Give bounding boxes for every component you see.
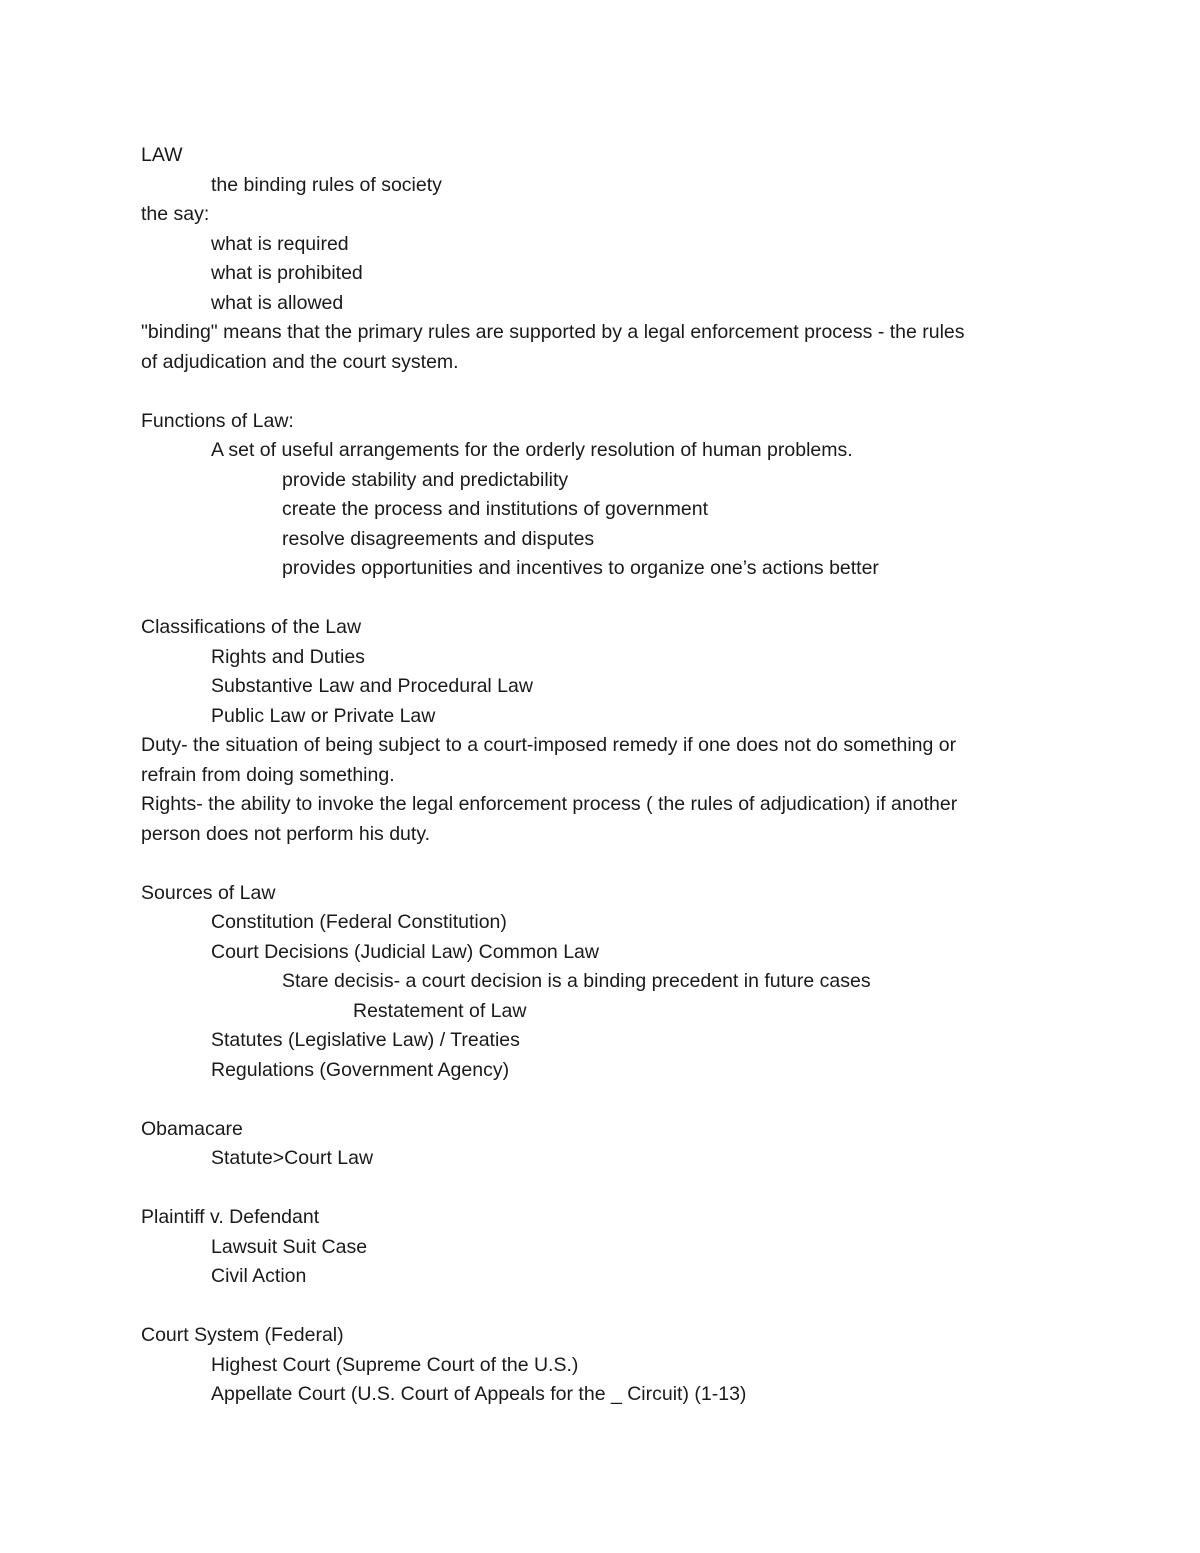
section-heading-functions: Functions of Law: [141, 409, 294, 432]
sources-court-decisions: Court Decisions (Judicial Law) Common Law [211, 940, 599, 963]
blank-line [141, 377, 1061, 407]
section-heading-parties: Plaintiff v. Defendant [141, 1206, 320, 1228]
classifications-item: Public Law or Private Law [211, 704, 436, 727]
duty-definition-line-1: Duty- the situation of being subject to a court-imposed remedy if one does not do something or [141, 734, 957, 756]
blank-line [141, 1085, 1061, 1115]
sources-constitution: Constitution (Federal Constitution) [211, 911, 507, 933]
section-heading-court-system: Court System (Federal) [141, 1324, 344, 1346]
blank-line [141, 1292, 1061, 1322]
section-heading-law: LAW [141, 144, 183, 166]
document-page [141, 141, 1061, 1410]
sources-stare-decisis: Stare decisis- a court decision is a binding precedent in future cases [282, 970, 871, 992]
functions-item: resolve disagreements and disputes [282, 527, 595, 550]
court-system-item: Appellate Court (U.S. Court of Appeals for the _ Circuit) (1-13) [211, 1383, 747, 1405]
sources-statutes: Statutes (Legislative Law) / Treaties [211, 1029, 520, 1051]
functions-intro: A set of useful arrangements for the orderly resolution of human problems. [211, 439, 853, 461]
duty-definition-line-2: refrain from doing something. [141, 763, 395, 786]
functions-item: create the process and institutions of government [282, 498, 708, 520]
section-heading-sources: Sources of Law [141, 881, 276, 904]
law-binding-line-2: of adjudication and the court system. [141, 350, 459, 373]
classifications-item: Substantive Law and Procedural Law [211, 675, 533, 697]
section-heading-obamacare: Obamacare [141, 1117, 243, 1140]
sources-regulations: Regulations (Government Agency) [211, 1058, 510, 1081]
parties-item: Lawsuit Suit Case [211, 1235, 368, 1258]
functions-item: provides opportunities and incentives to organize one’s actions better [282, 557, 879, 579]
blank-line [141, 584, 1061, 614]
law-prohibited: what is prohibited [211, 262, 363, 284]
rights-definition-line-1: Rights- the ability to invoke the legal enforcement process ( the rules of adjudication) if another [141, 793, 958, 815]
functions-item: provide stability and predictability [282, 468, 569, 491]
blank-line [141, 849, 1061, 879]
obamacare-item: Statute>Court Law [211, 1147, 374, 1169]
parties-item: Civil Action [211, 1265, 307, 1287]
court-system-item: Highest Court (Supreme Court of the U.S.) [211, 1353, 579, 1376]
classifications-item: Rights and Duties [211, 645, 365, 668]
law-definition: the binding rules of society [211, 173, 442, 196]
law-binding-line-1: "binding" means that the primary rules are supported by a legal enforcement process - the rules [141, 321, 965, 343]
sources-restatement: Restatement of Law [353, 999, 527, 1022]
rights-definition-line-2: person does not perform his duty. [141, 822, 431, 845]
blank-line [141, 1174, 1061, 1204]
law-required: what is required [211, 232, 349, 255]
section-heading-classifications: Classifications of the Law [141, 616, 362, 638]
law-they-say: the say: [141, 203, 210, 225]
law-allowed: what is allowed [211, 291, 344, 314]
